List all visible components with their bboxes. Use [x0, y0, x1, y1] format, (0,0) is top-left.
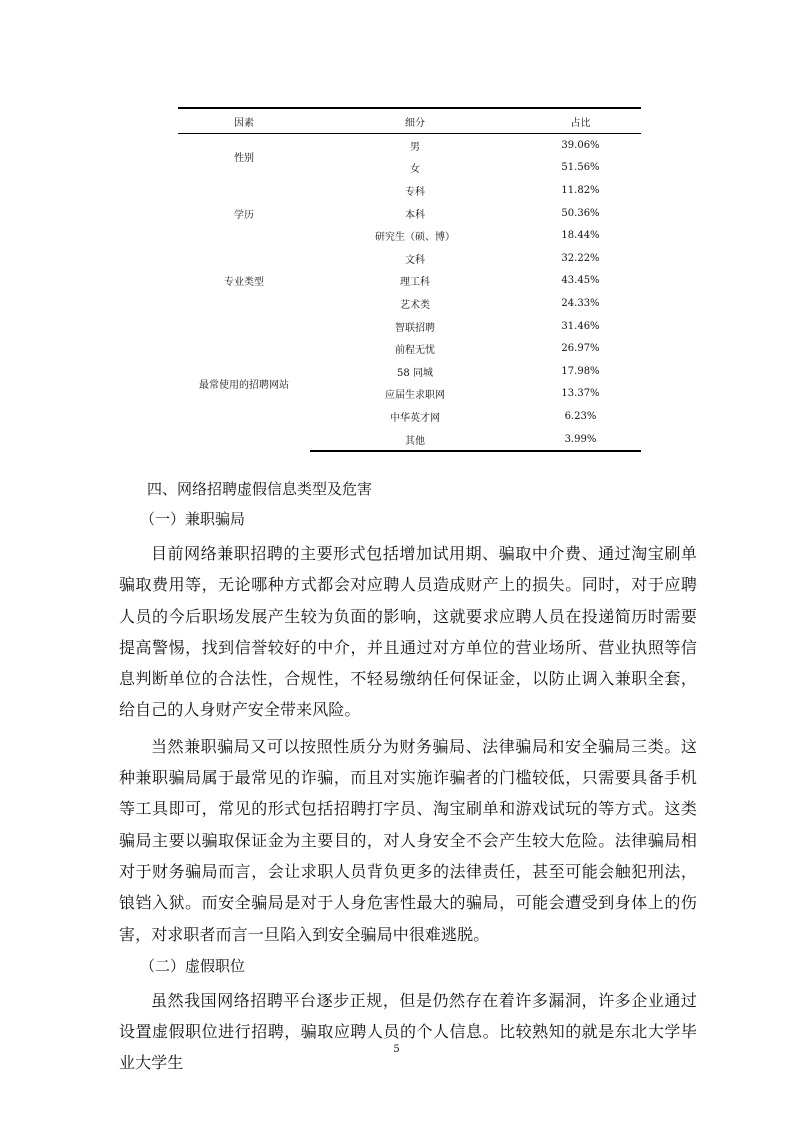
subcategory-cell: 文科	[405, 254, 425, 266]
subcategory-cell: 应届生求职网	[385, 390, 445, 402]
percentage-cell: 13.37%	[561, 388, 600, 400]
factor-cell: 专业类型	[224, 277, 264, 289]
subcategory-cell: 中华英才网	[390, 412, 440, 424]
percentage-cell: 43.45%	[561, 275, 600, 287]
percentage-cell: 24.33%	[561, 297, 600, 309]
table-row	[178, 315, 641, 338]
percentage-cell: 18.44%	[561, 230, 600, 242]
percentage-cell: 32.22%	[561, 252, 600, 264]
subcategory-cell: 58 同城	[397, 367, 433, 379]
table-header-row	[178, 108, 641, 134]
subcategory-cell: 男	[410, 141, 420, 153]
subcategory-cell: 其他	[310, 428, 520, 452]
percentage-cell: 26.97%	[561, 343, 600, 355]
subcategory-cell: 本科	[405, 209, 425, 221]
subsection-heading-part-time-scams: （一）兼职骗局	[140, 510, 246, 528]
factor-cell: 最常使用的招聘网站	[199, 379, 289, 391]
subcategory-cell: 前程无忧	[395, 345, 435, 357]
header-factor: 因素	[178, 108, 310, 134]
document-body	[119, 478, 697, 1084]
percentage-cell: 31.46%	[561, 320, 600, 332]
percentage-cell: 39.06%	[561, 139, 600, 151]
header-percentage: 占比	[520, 108, 641, 134]
subsection-heading-fake-positions: （二）虚假职位	[140, 956, 246, 975]
paragraph: 当然兼职骗局又可以按照性质分为财务骗局、法律骗局和安全骗局三类。这种兼职骗局属于最常见的诈骗，而且对实施诈骗者的门槛较低，只需要具备手机等工具即可，常见的形式包括招聘打字员、淘宝刷单和游戏试玩的等方式。这类骗局主要以骗取保证金为主要目的，对人身安全不会产生较大危险。法律骗局相对于财务骗局而言，会让求职人员背负更多的法律责任，甚至可能会触犯刑法，锒铛入狱。而安全骗局是对于人身危害性最大的骗局，可能会遭受到身体上的伤害，对求职者而言一旦陷入到安全骗局中很难逃脱。	[119, 736, 697, 944]
paragraph: 目前网络兼职招聘的主要形式包括增加试用期、骗取中介费、通过淘宝刷单骗取费用等，无论哪种方式都会对应聘人员造成财产上的损失。同时，对于应聘人员的今后职场发展产生较为负面的影响，这就要求应聘人员在投递简历时需要提高警惕，找到信誉较好的中介，并且通过对方单位的营业场所、营业执照等信息判断单位的合法性，合规性，不轻易缴纳任何保证金，以防止调入兼职全套，给自己的人身财产安全带来风险。	[119, 544, 697, 720]
table-row	[178, 247, 641, 270]
subcategory-cell: 专科	[405, 186, 425, 198]
subcategory-cell: 理工科	[400, 277, 430, 289]
percentage-cell: 50.36%	[561, 207, 600, 219]
survey-table	[178, 107, 641, 452]
percentage-cell: 17.98%	[561, 365, 600, 377]
header-subcategory: 细分	[310, 108, 520, 134]
survey-table-container	[178, 107, 641, 452]
page-number: 5	[393, 1044, 400, 1055]
subcategory-cell: 智联招聘	[395, 322, 435, 334]
subcategory-cell: 艺术类	[400, 299, 430, 311]
percentage-cell: 6.23%	[564, 410, 597, 422]
subcategory-cell: 女	[410, 164, 420, 176]
subcategory-cell: 研究生（硕、博）	[375, 232, 455, 244]
factor-cell: 性别	[234, 153, 254, 165]
percentage-cell: 51.56%	[561, 162, 600, 174]
section-heading: 四、网络招聘虚假信息类型及危害	[147, 480, 373, 498]
percentage-cell: 11.82%	[561, 184, 600, 196]
factor-cell: 学历	[234, 209, 254, 221]
paragraph: 虽然我国网络招聘平台逐步正规，但是仍然存在着许多漏洞，许多企业通过设置虚假职位进行招聘，骗取应聘人员的个人信息。比较熟知的就是东北大学毕业大学生	[119, 990, 697, 1073]
table-row	[178, 134, 641, 157]
percentage-cell: 3.99%	[520, 428, 641, 452]
table-row	[178, 179, 641, 202]
